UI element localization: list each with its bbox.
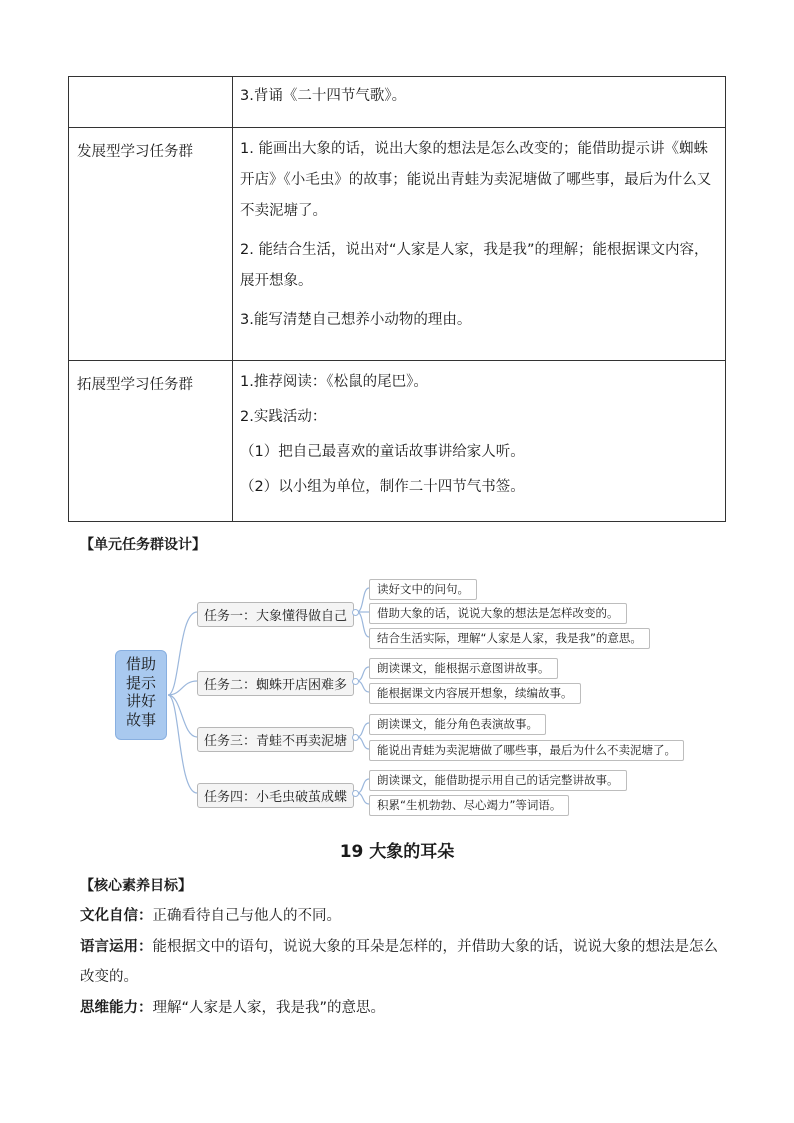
mindmap-branch: 任务三：青蛙不再卖泥塘: [197, 727, 354, 752]
mindmap-leaf: 积累“生机勃勃、尽心竭力”等词语。: [369, 795, 569, 816]
goal-item: [80, 901, 720, 931]
goal-text: 理解“人家是人家，我是我”的意思。: [152, 1000, 386, 1016]
mindmap-leaf: 能根据课文内容展开想象，续编故事。: [369, 683, 581, 704]
goals-heading: 【核心素养目标】: [80, 878, 192, 894]
mindmap-leaf: 朗读课文，能分角色表演故事。: [369, 714, 546, 735]
list-item: 2.实践活动：: [240, 409, 327, 425]
branch-dot: [352, 790, 359, 797]
lesson-title: 19 大象的耳朵: [339, 842, 455, 862]
root-line: 提示: [125, 673, 156, 692]
mindmap-leaf: 读好文中的问句。: [369, 579, 477, 600]
goal-text: 正确看待自己与他人的不同。: [152, 908, 341, 924]
branch-dot: [352, 734, 359, 741]
list-item: （1）把自己最喜欢的童话故事讲给家人听。: [240, 444, 525, 460]
root-line: 借助: [125, 655, 156, 673]
section-heading: 【单元任务群设计】: [80, 537, 206, 553]
mindmap-branch: 任务一：大象懂得做自己: [197, 602, 354, 627]
root-line: 讲好: [125, 692, 156, 710]
table-label-cell: 拓展型学习任务群: [69, 361, 233, 522]
goal-label: 文化自信：: [80, 908, 153, 924]
goal-label: 思维能力：: [80, 1000, 153, 1016]
branch-dot: [352, 678, 359, 685]
list-item: 1.推荐阅读：《松鼠的尾巴》。: [240, 374, 428, 390]
goal-item: [80, 993, 720, 1023]
list-item: 2. 能结合生活，说出对“人家是人家，我是我”的理解；能根据课文内容，展开想象。: [240, 242, 709, 289]
list-item: 1. 能画出大象的话，说出大象的想法是怎么改变的；能借助提示讲《蜘蛛开店》《小毛虫》的故事；能说出青蛙为卖泥塘做了哪些事，最后为什么又不卖泥塘了。: [240, 141, 712, 219]
mindmap-branch: 任务二：蜘蛛开店困难多: [197, 671, 354, 696]
list-item: （2）以小组为单位，制作二十四节气书签。: [240, 479, 525, 495]
mindmap-leaf: 借助大象的话，说说大象的想法是怎样改变的。: [369, 603, 627, 624]
root-line: 故事: [125, 710, 156, 729]
branch-dot: [352, 609, 359, 616]
table-label-cell: 发展型学习任务群: [69, 128, 233, 361]
mindmap-leaf: 能说出青蛙为卖泥塘做了哪些事，最后为什么不卖泥塘了。: [369, 740, 684, 761]
list-item: 3.背诵《二十四节气歌》。: [240, 88, 407, 104]
mindmap-leaf: 朗读课文，能根据示意图讲故事。: [369, 658, 558, 679]
mindmap-root: [115, 650, 167, 740]
mindmap-leaf: 朗读课文，能借助提示用自己的话完整讲故事。: [369, 770, 627, 791]
list-item: 3.能写清楚自己想养小动物的理由。: [240, 312, 472, 328]
goal-item: [80, 932, 720, 992]
goal-text: 能根据文中的语句，说说大象的耳朵是怎样的，并借助大象的话，说说大象的想法是怎么改变的。: [80, 939, 718, 985]
mindmap-leaf: 结合生活实际，理解“人家是人家，我是我”的意思。: [369, 628, 650, 649]
goal-label: 语言运用：: [80, 939, 153, 955]
mindmap-branch: 任务四：小毛虫破茧成蝶: [197, 783, 354, 808]
